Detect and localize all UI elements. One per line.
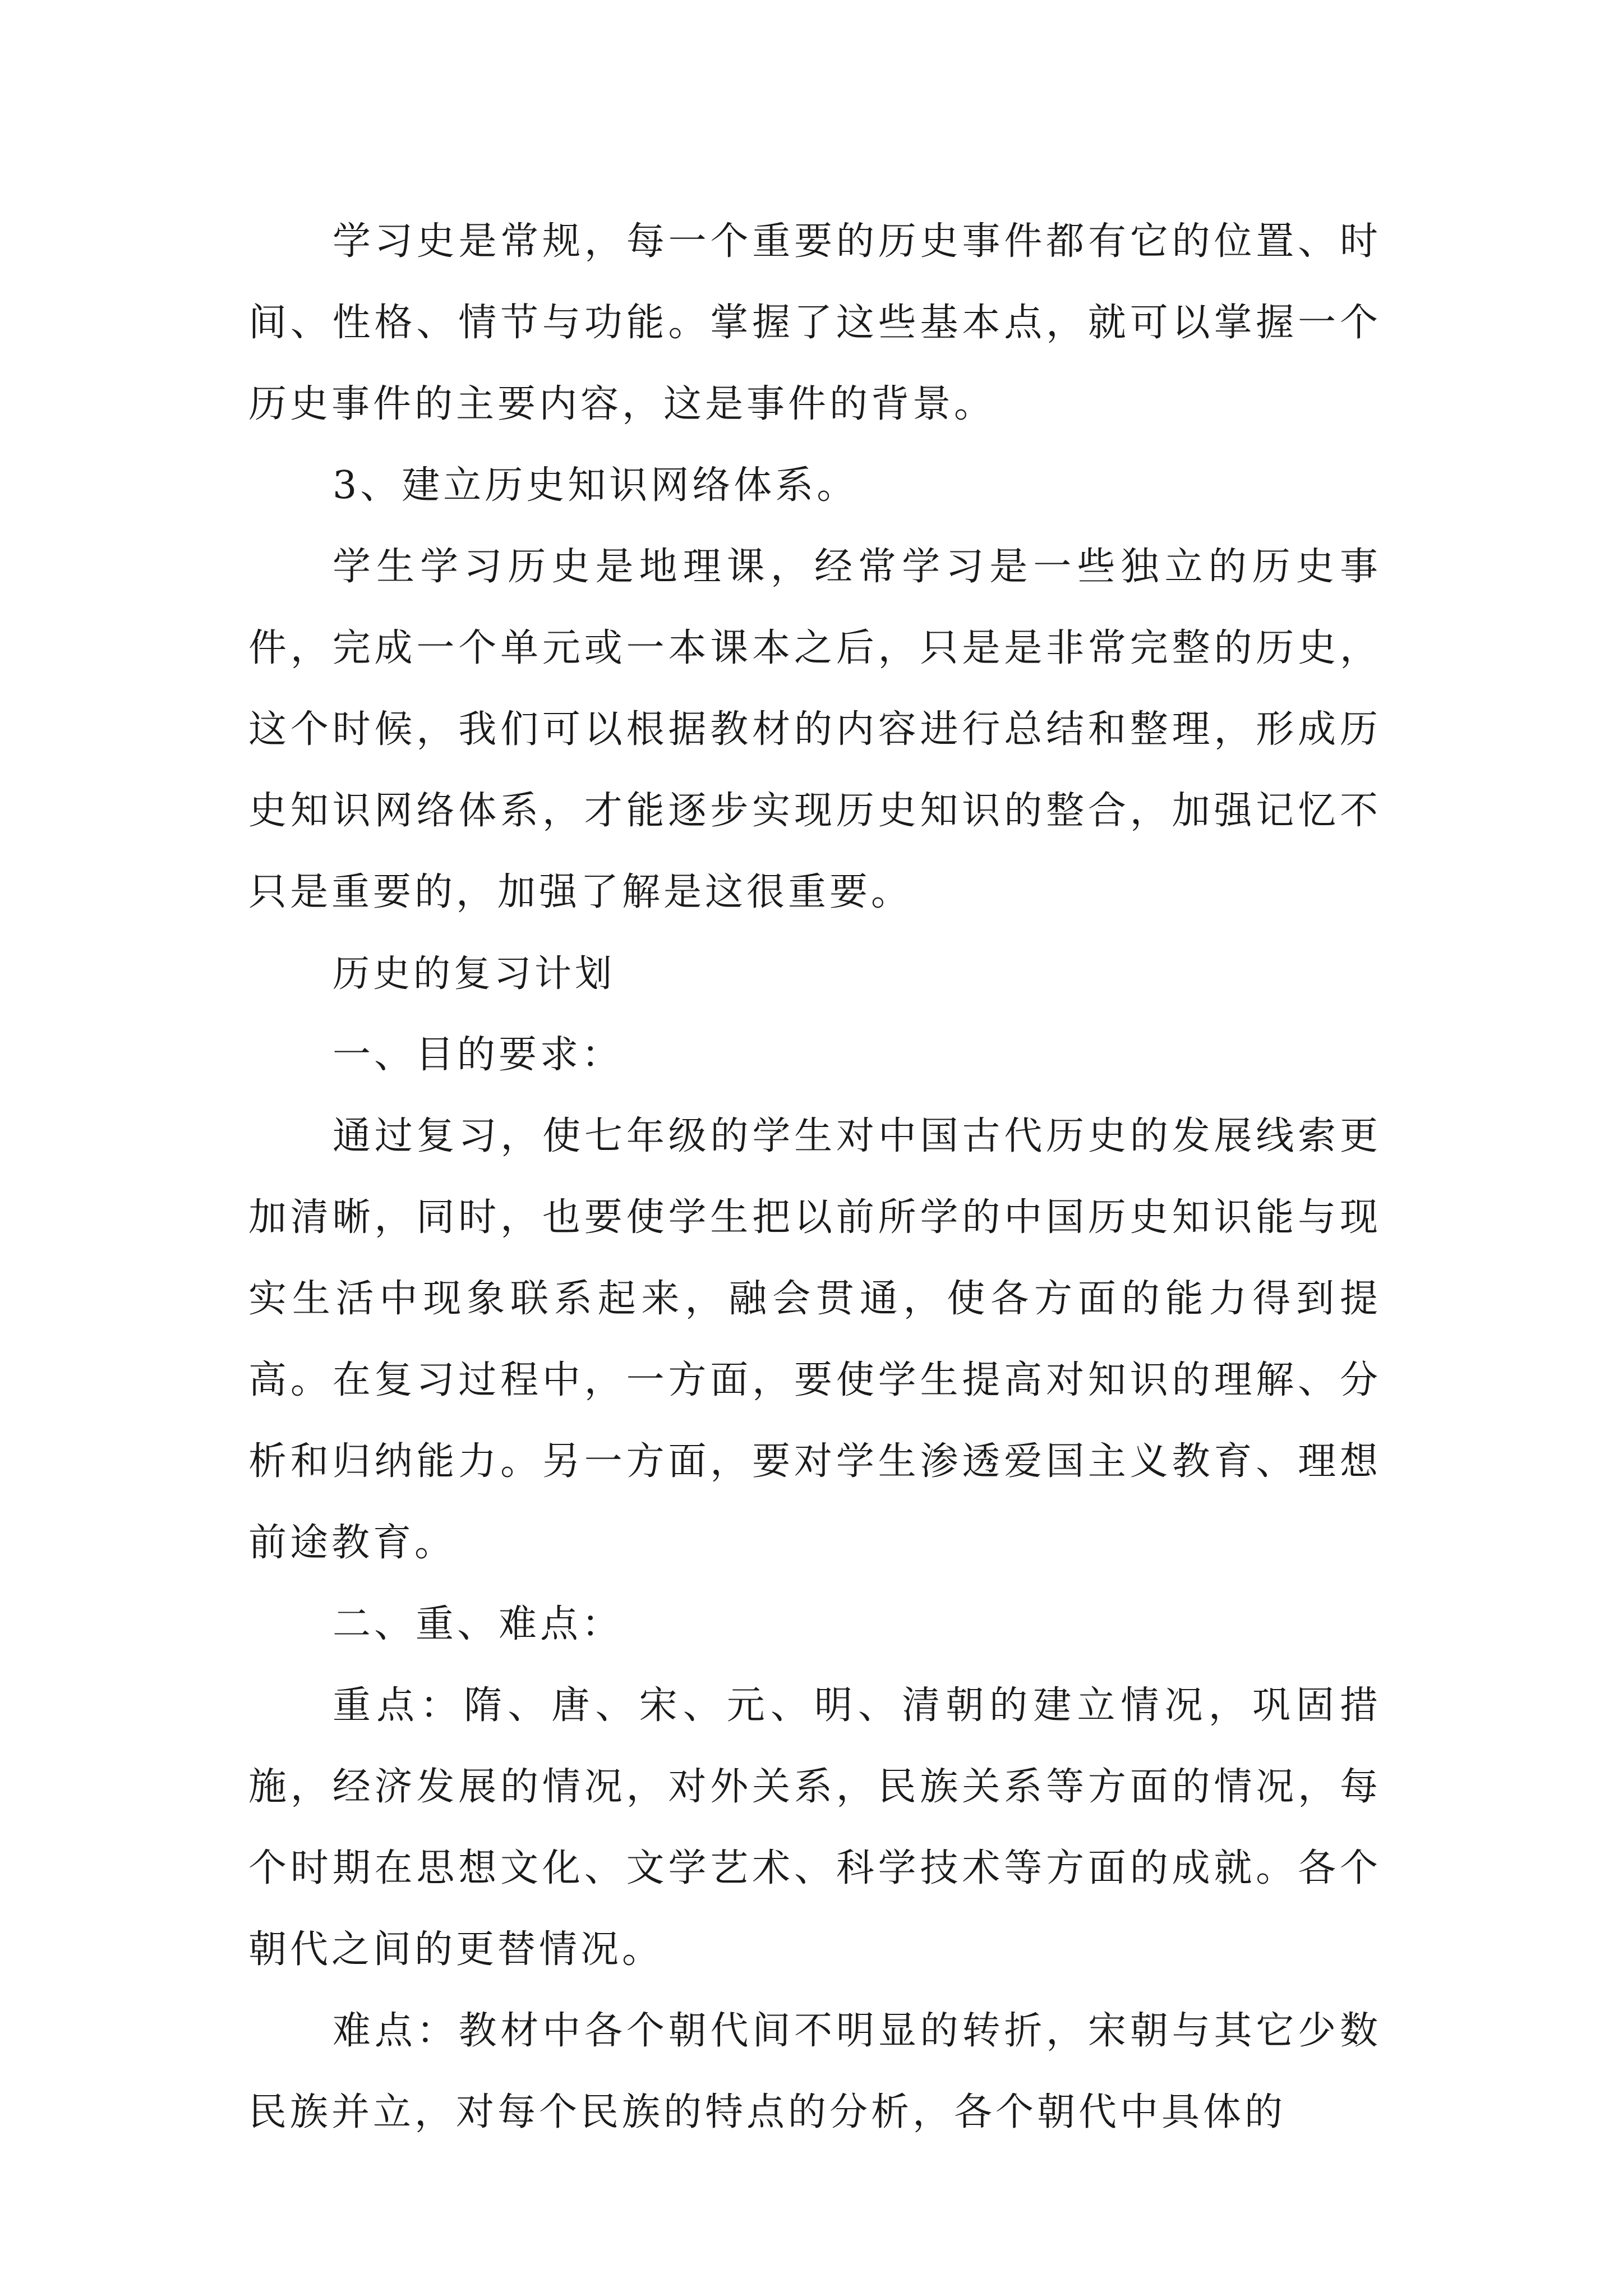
paragraph-section-3-heading: 3、建立历史知识网络体系。 (333, 463, 859, 508)
paragraph-difficult-points: 难点：教材中各个朝代间不明显的转折，宋朝与其它少数民族并立，对每个民族的特点的分析，各个朝代中具体的 (248, 2009, 1381, 2134)
document-body (248, 201, 1381, 2153)
review-plan-title: 历史的复习计划 (333, 952, 615, 995)
section-goals-heading: 一、目的要求： (333, 1033, 624, 1077)
paragraph-intro-history-events: 学习史是常规，每一个重要的历史事件都有它的位置、时间、性格、情节与功能。掌握了这些基本点，就可以掌握一个历史事件的主要内容，这是事件的背景。 (248, 219, 1381, 426)
section-key-points-heading: 二、重、难点： (333, 1602, 624, 1646)
paragraph-goals: 通过复习，使七年级的学生对中国古代历史的发展线索更加清晰，同时，也要使学生把以前所学的中国历史知识能与现实生活中现象联系起来，融会贯通，使各方面的能力得到提高。在复习过程中，一方面，要使学生提高对知识的理解、分析和归纳能力。另一方面，要对学生渗透爱国主义教育、理想前途教育。 (248, 1114, 1381, 1565)
paragraph-key-points: 重点：隋、唐、宋、元、明、清朝的建立情况，巩固措施，经济发展的情况，对外关系，民族关系等方面的情况，每个时期在思想文化、文学艺术、科学技术等方面的成就。各个朝代之间的更替情况。 (248, 1683, 1381, 1972)
paragraph-knowledge-network: 学生学习历史是地理课，经常学习是一些独立的历史事件，完成一个单元或一本课本之后，只是是非常完整的历史，这个时候，我们可以根据教材的内容进行总结和整理，形成历史知识网络体系，才能逐步实现历史知识的整合，加强记忆不只是重要的，加强了解是这很重要。 (248, 545, 1381, 914)
